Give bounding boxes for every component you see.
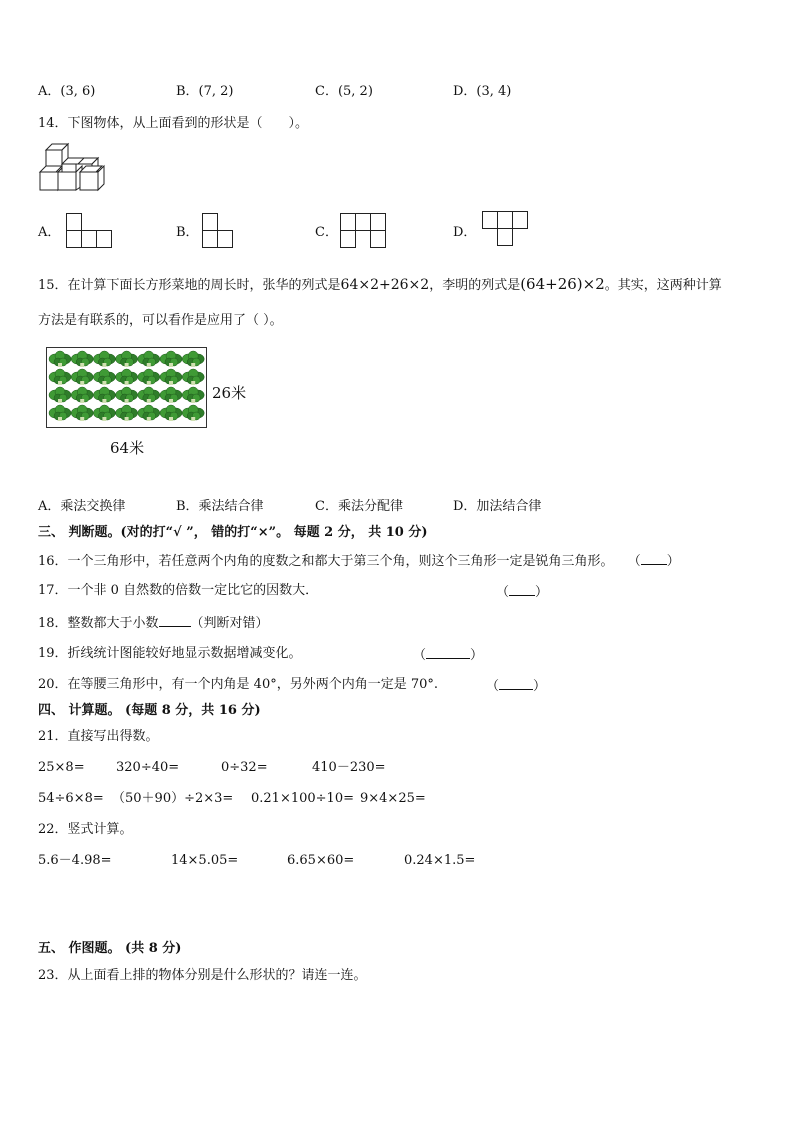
q17-answer [496,583,548,601]
q22-item-1: 5.6－4.98= [38,853,112,868]
q15-line1-a: 15．在计算下面长方形菜地的周长时，张华的列式是 [38,278,341,293]
q16-text: 16．一个三角形中，若任意两个内角的度数之和都大于第三个角，则这个三角形一定是锐角三角形。 [38,554,614,569]
q17-question [38,583,318,599]
section4-title: 四、 计算题。 (每题 8 分，共 16 分) [38,703,261,718]
q22-question: 22．竖式计算。 [38,822,133,837]
q20-paren-left: （ [486,679,500,694]
q16-paren-right: ） [666,554,680,569]
q20-question [38,677,438,693]
q17-answer-blank[interactable] [509,583,535,596]
vegetable-field-figure [46,347,208,429]
q22-item-4: 0.24×1.5= [404,853,476,868]
cube-figure [38,142,110,194]
q21-question: 21．直接写出得数。 [38,729,159,744]
q14-option-b-letter: B． [176,225,199,240]
q13-option-c: C．(5, 2) [315,84,373,99]
q23-question: 23．从上面看上排的物体分别是什么形状的？请连一连。 [38,968,367,983]
q19-question [38,646,302,662]
q17-paren-left: （ [496,585,510,600]
q19-paren-right: ） [470,648,484,663]
q22-item-3: 6.65×60= [287,853,355,868]
q14-option-a-shape [66,213,116,249]
q13-option-a: A．(3, 6) [38,84,96,99]
q14-option-c-letter: C． [315,225,338,240]
q19-answer-blank[interactable] [426,646,470,659]
q14-option-d-letter: D． [453,225,477,240]
q15-line2: 方法是有联系的，可以看作是应用了（ ）。 [38,313,283,328]
q17-text: 17．一个非 0 自然数的倍数一定比它的因数大． [38,583,319,598]
q19-answer [413,646,483,664]
q15-line1 [38,276,722,294]
q15-option-a: A．乘法交换律 [38,499,126,514]
q20-paren-right: ） [533,679,547,694]
q18-question [38,614,269,632]
q16-question [38,552,680,570]
section3-title: 三、 判断题。(对的打“√ ”， 错的打“×”。 每题 2 分， 共 10 分) [38,525,428,540]
q15-dim-height: 26米 [212,384,247,402]
q13-option-d: D．(3, 4) [453,84,512,99]
q14-option-a-letter: A． [38,225,61,240]
q17-paren-right: ） [535,585,549,600]
q19-paren-left: （ [413,648,427,663]
q15-option-c: C．乘法分配律 [315,499,403,514]
q18-answer-blank[interactable] [159,614,191,627]
q14-option-d-shape [482,211,532,251]
q13-option-b: B．(7, 2) [176,84,234,99]
q20-answer [486,677,546,695]
q15-option-b: B．乘法结合律 [176,499,264,514]
q18-suffix: （判断对错） [190,616,269,631]
q15-line1-c: 。其实，这两种计算 [604,278,722,293]
q21-item-8: 9×4×25= [360,791,426,806]
q14-option-b-shape [202,213,238,249]
q15-expr1: 64×2+26×2 [340,277,430,293]
q21-item-6: （50＋90）÷2×3= [112,791,234,806]
q21-item-7: 0.21×100÷10= [251,791,354,806]
q21-item-1: 25×8= [38,760,85,775]
q21-item-4: 410－230= [312,760,386,775]
q22-item-2: 14×5.05= [171,853,239,868]
q21-item-2: 320÷40= [116,760,180,775]
q16-answer-blank[interactable] [641,552,667,565]
q21-item-5: 54÷6×8= [38,791,104,806]
q15-option-d: D．加法结合律 [453,499,542,514]
q20-answer-blank[interactable] [499,677,533,690]
q14-option-c-shape [340,213,390,249]
q15-line1-b: ，李明的列式是 [429,278,521,293]
q15-dim-width: 64米 [110,439,145,457]
q20-text: 20．在等腰三角形中，有一个内角是 40°，另外两个内角一定是 70°. [38,677,439,692]
q15-expr2: (64+26)×2 [520,275,605,293]
q21-item-3: 0÷32= [221,760,268,775]
q19-text: 19．折线统计图能较好地显示数据增减变化。 [38,646,302,661]
q16-paren-left: （ [627,554,641,569]
q14-question: 14．下图物体，从上面看到的形状是（ ）。 [38,116,309,131]
q18-text: 18．整数都大于小数 [38,616,159,631]
section5-title: 五、 作图题。 (共 8 分) [38,941,182,956]
